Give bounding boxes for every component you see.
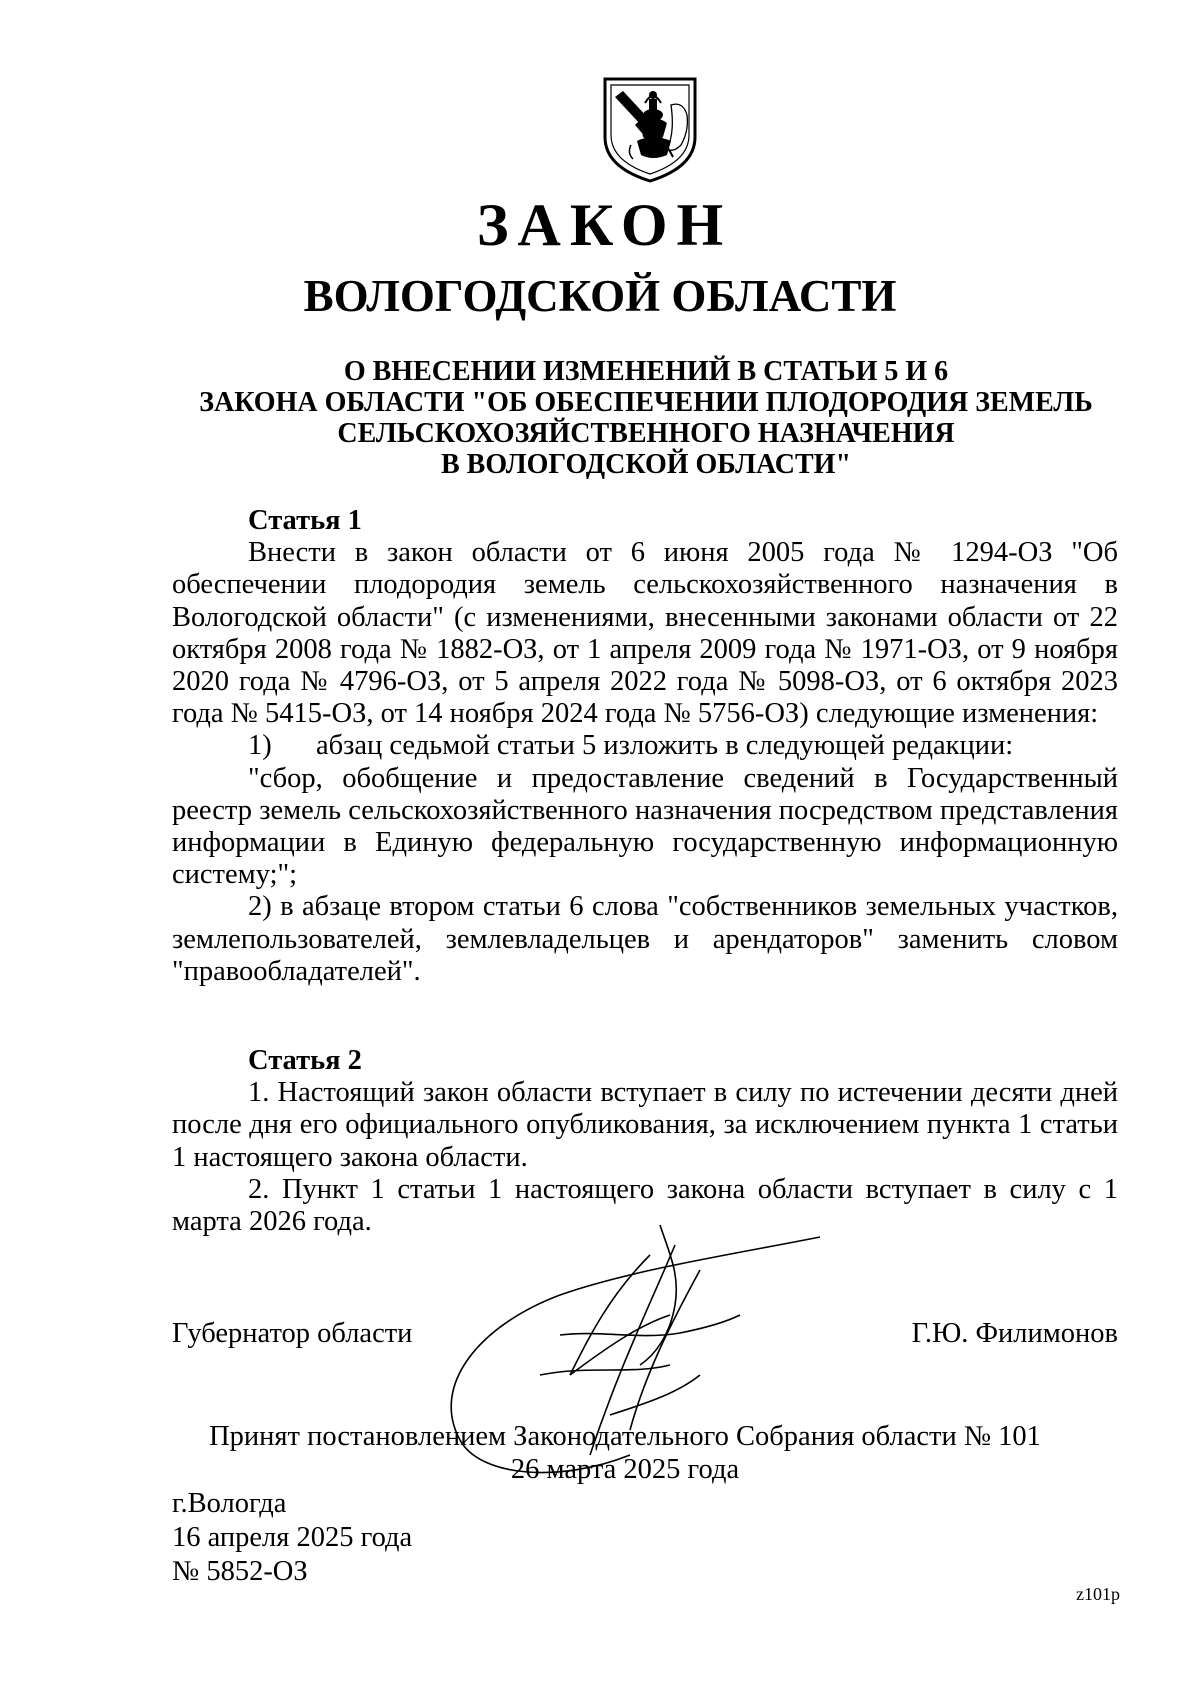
article-1-item-1 [172,730,1118,762]
article-1-item-2: 2) в абзаце втором статьи 6 слова "собственников земельных участков, землепользователей, землевладельцев и арендаторов" заменить словом "правообладателей". [172,891,1118,987]
law-heading-line: О ВНЕСЕНИИ ИЗМЕНЕНИЙ В СТАТЬИ 5 И 6 [343,356,949,387]
document-code: z101p [1076,1584,1120,1604]
law-heading-line: В ВОЛОГОДСКОЙ ОБЛАСТИ" [440,449,852,480]
article-2 [172,1045,1118,1238]
place-and-date-block [172,1487,412,1589]
region-title: ВОЛОГОДСКОЙ ОБЛАСТИ [303,271,897,321]
adoption-date: 26 марта 2025 года [510,1454,740,1485]
law-heading [160,356,1132,480]
signatory-name: Г.Ю. Филимонов [911,1318,1118,1349]
item-number: 1) [248,730,272,762]
article-1-title: Статья 1 [248,505,362,536]
article-2-title: Статья 2 [248,1045,362,1076]
item-text: абзац седьмой статьи 5 изложить в следующей редакции: [316,730,1014,762]
article-1 [172,505,1118,988]
article-2-paragraph-2: 2. Пункт 1 статьи 1 настоящего закона области вступает в силу с 1 марта 2026 года. [172,1173,1118,1238]
signing-date: 16 апреля 2025 года [172,1522,413,1553]
law-number: № 5852-ОЗ [172,1556,308,1587]
article-2-paragraph-1: 1. Настоящий закон области вступает в силу по истечении десяти дней после дня его официального опубликования, за исключением пункта 1 статьи 1 настоящего закона области. [172,1077,1118,1173]
law-heading-line: СЕЛЬСКОХОЗЯЙСТВЕННОГО НАЗНАЧЕНИЯ [337,418,955,449]
city: г.Вологда [172,1488,287,1519]
adoption-line: Принят постановлением Законодательного Собрания области № 101 [209,1421,1041,1452]
article-1-item-1-quote: "сбор, обобщение и предоставление сведений в Государственный реестр земель сельскохозяйственного назначения посредством представления информации в Единую федеральную государственную информационную систему;"; [172,762,1118,891]
article-1-intro: Внести в закон области от 6 июня 2005 года № 1294-ОЗ "Об обеспечении плодородия земель сельскохозяйственного назначения в Вологодской области" (с изменениями, внесенными законами области от 22 октября 2008 года № 1882-ОЗ, от 1 апреля 2009 года № 1971-ОЗ, от 9 ноября 2020 года № 4796-ОЗ, от 5 апреля 2022 года № 5098-ОЗ, от 6 октября 2023 года № 5415-ОЗ, от 14 ноября 2024 года № 5756-ОЗ) следующие изменения: [172,537,1118,730]
law-heading-line: ЗАКОНА ОБЛАСТИ "ОБ ОБЕСПЕЧЕНИИ ПЛОДОРОДИЯ ЗЕМЕЛЬ [199,387,1093,418]
vologda-coat-of-arms-icon [601,75,699,185]
adoption-note [0,1420,1200,1486]
document-type-title: ЗАКОН [476,192,733,258]
signatory-position: Губернатор области [172,1318,413,1349]
